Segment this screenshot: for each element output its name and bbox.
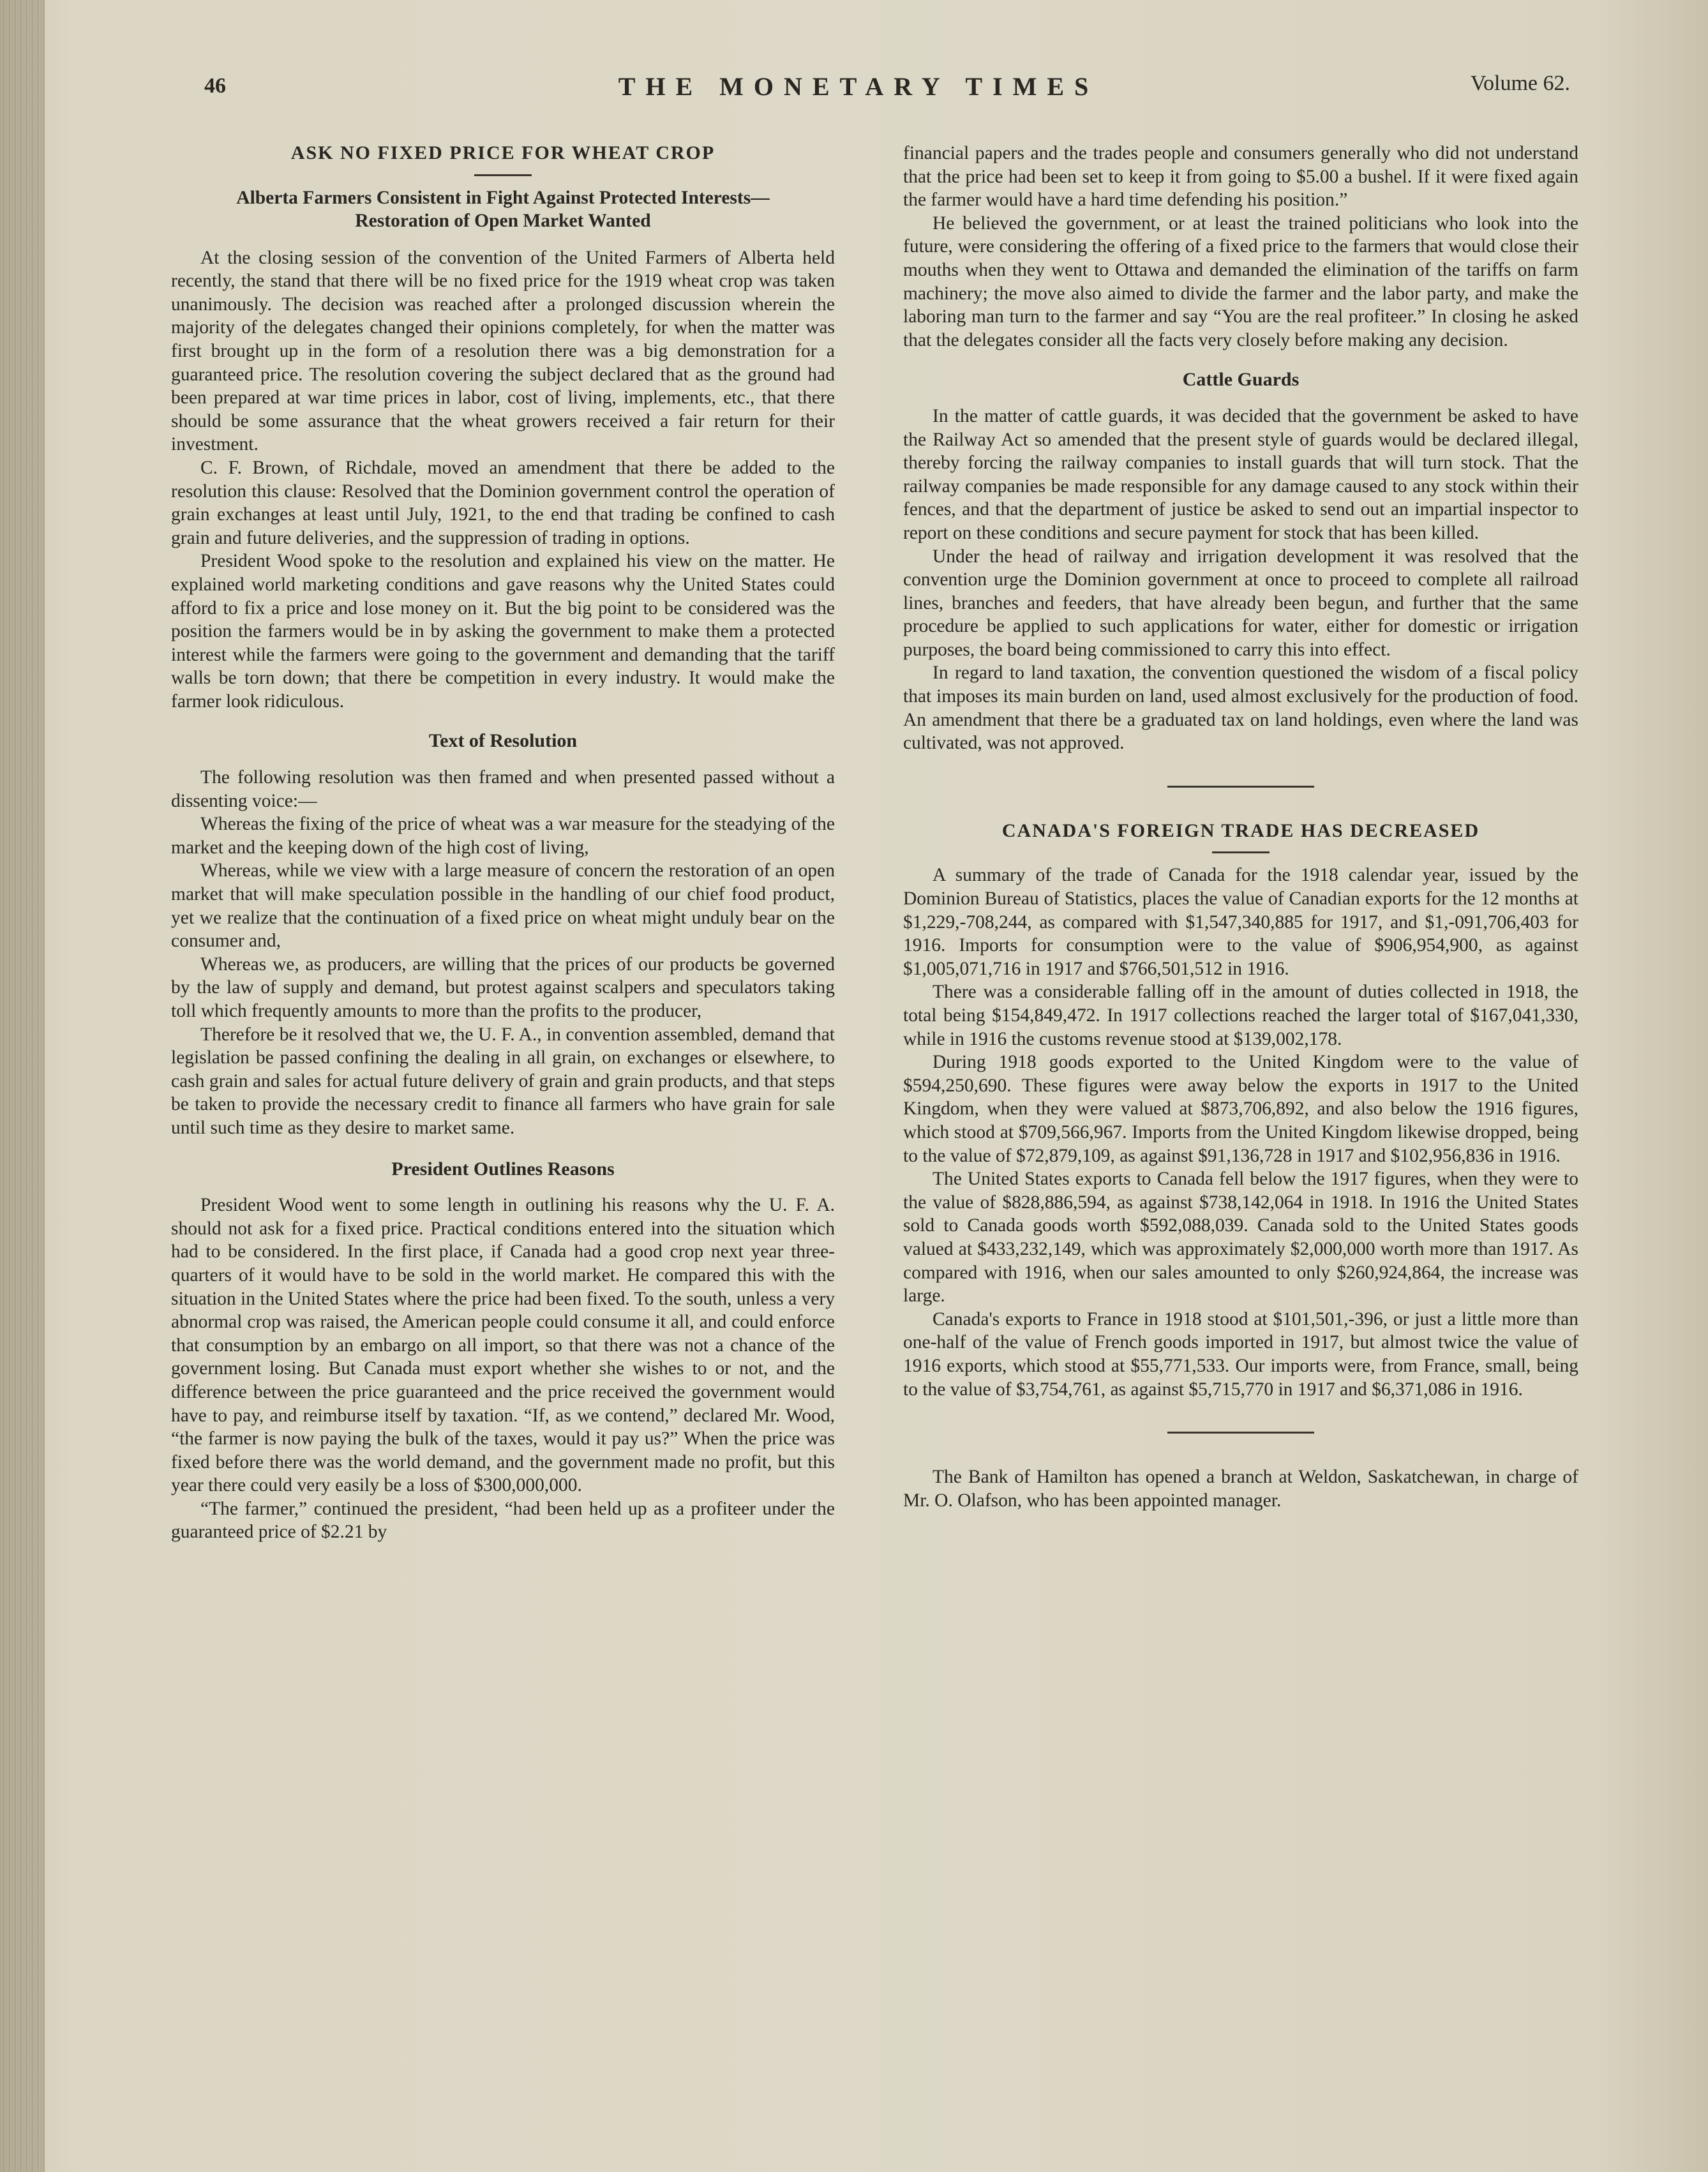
paragraph: In regard to land taxation, the convention questioned the wisdom of a fiscal policy that imposes its main burden on land, used almost exclusively for the production of food. An amendment that there be a graduated tax on land holdings, even where the land was cultivated, was not approved.: [903, 663, 1578, 754]
article-divider: [1167, 1432, 1314, 1434]
paragraph-bank-notice: The Bank of Hamilton has opened a branch at Weldon, Saskatchewan, in charge of Mr. O. Olafson, who has been appointed manager.: [903, 1467, 1578, 1511]
page-number: 46: [204, 74, 226, 98]
paragraph: During 1918 goods exported to the United Kingdom were to the value of $594,250,690. These figures were away below the exports in 1917 to the United Kingdom, when they were valued at $873,706,892, and also below the 1916 figures, which stood at $709,566,967. Imports from the United Kingdom likewise dropped, being to the value of $72,879,109, as against $91,136,728 in 1917 and $102,956,836 in 1916.: [903, 1052, 1578, 1166]
book-binding-gutter: [0, 0, 45, 2172]
paragraph: The following resolution was then framed and when presented passed without a dissenting voice:—: [171, 767, 835, 811]
paragraph: Therefore be it resolved that we, the U. F. A., in convention assembled, demand that legislation be passed confining the dealing in all grain, on exchanges or elsewhere, to cash grain and sales for actual future delivery of grain and grain products, and that steps be taken to provide the necessary credit to finance all farmers who have grain for sale until such time as they desire to market same.: [171, 1024, 835, 1138]
paragraph: C. F. Brown, of Richdale, moved an amendment that there be added to the resolution this clause: Resolved that the Dominion government control the operation of grain exchanges at least until July, 1921, to the end that trading be confined to cash grain and future deliveries, and the suppression of trading in options.: [171, 457, 835, 548]
paragraph: President Wood spoke to the resolution and explained his view on the matter. He explained world marketing conditions and gave reasons why the United States could afford to fix a price and lose money on it. But the big point to be considered was the position the farmers would be in by asking the government to make them a protected interest while the farmers were going to the government and demanding that the tariff walls be torn down; that there be competition in every industry. It would make the farmer look ridiculous.: [171, 551, 835, 712]
paragraph: There was a considerable falling off in the amount of duties collected in 1918, the total being $154,849,472. In 1917 collections reached the larger total of $167,041,330, while in 1916 the customs revenue stood at $139,002,178.: [903, 982, 1578, 1049]
section-heading-cattle-guards: Cattle Guards: [1182, 369, 1300, 391]
paragraph: Under the head of railway and irrigation development it was resolved that the convention urge the Dominion government at once to proceed to complete all railroad lines, branches and feeders, that have already been begun, and further that the same procedure be applied to such applications for water, either for domestic or irrigation purposes, the board being commissioned to carry this into effect.: [903, 546, 1578, 660]
paragraph: financial papers and the trades people and consumers generally who did not understand that the price had been set to keep it from going to $5.00 a bushel. If it were fixed again the farmer would have a hard time defending his position.”: [903, 143, 1578, 211]
paragraph: “The farmer,” continued the president, “had been held up as a profiteer under the guaranteed price of $2.21 by: [171, 1498, 835, 1543]
publication-title: THE MONETARY TIMES: [618, 72, 1099, 101]
left-column: [171, 142, 835, 1544]
paragraph: The United States exports to Canada fell below the 1917 figures, when they were to the value of $828,886,594, as against $738,142,064 in 1918. In 1916 the United States sold to Canada goods worth $592,088,039. Canada sold to the United States goods valued at $433,232,149, which was approximately $2,000,000 worth more than 1917. As compared with 1916, when our sales amounted to only $260,924,864, the increase was large.: [903, 1169, 1578, 1307]
paragraph: Whereas we, as producers, are willing that the prices of our products be governed by the law of supply and demand, but protest against scalpers and speculators taking toll which frequently amounts to more than the profits to the producer,: [171, 954, 835, 1021]
paragraph: Canada's exports to France in 1918 stood at $101,501,-396, or just a little more than one-half of the value of French goods imported in 1917, but almost twice the value of 1916 exports, which stood at $55,771,533. Our imports were, from France, small, being to the value of $3,754,761, as against $5,715,770 in 1917 and $6,371,086 in 1916.: [903, 1308, 1578, 1400]
title-rule: [1212, 851, 1270, 853]
paragraph: In the matter of cattle guards, it was decided that the government be asked to have the Railway Act so amended that the present style of guards would be declared illegal, thereby forcing the railway companies to install guards that will turn stock. That the railway companies be made responsible for any damage caused to any stock within their fences, and that the department of justice be asked to send out an impartial inspector to report on these conditions and secure payment for stock that has been killed.: [903, 405, 1578, 543]
volume-label: Volume 62.: [1470, 71, 1570, 95]
paragraph: A summary of the trade of Canada for the 1918 calendar year, issued by the Dominion Bureau of Statistics, places the value of Canadian exports for the 12 months at $1,229,-708,244, as compared with $1,547,340,885 for 1917, and $1,-091,706,403 for 1916. Imports for consumption were to the value of $906,954,900, as against $1,005,071,716 in 1917 and $766,501,512 in 1916.: [903, 865, 1578, 979]
paragraph: He believed the government, or at least the trained politicians who look into the future, were considering the offering of a fixed price to the farmers that would close their mouths when they went to Ottawa and demanded the elimination of the tariffs on farm machinery; the move also aimed to divide the farmer and the labor party, and make the laboring man turn to the farmer and say “You are the real profiteer.” In closing he asked that the delegates consider all the facts very closely before making any decision.: [903, 213, 1578, 350]
paragraph: Whereas, while we view with a large measure of concern the restoration of an open market that will make speculation possible in the handling of our chief food product, yet we realize that the continuation of a fixed price on wheat might unduly bear on the consumer and,: [171, 860, 835, 952]
section-heading-reasons: President Outlines Reasons: [391, 1158, 615, 1180]
title-rule: [474, 174, 532, 176]
article-title-trade: CANADA'S FOREIGN TRADE HAS DECREASED: [1001, 820, 1480, 841]
paragraph: Whereas the fixing of the price of wheat was a war measure for the steadying of the market and the keeping down of the high cost of living,: [171, 814, 835, 858]
article-title: ASK NO FIXED PRICE FOR WHEAT CROP: [290, 142, 715, 163]
right-column: [903, 142, 1578, 1512]
article-subtitle: Alberta Farmers Consistent in Fight Against Protected Interests—Restoration of Open Market Wanted: [236, 187, 770, 231]
article-divider: [1167, 786, 1314, 788]
running-header: [147, 69, 1570, 107]
section-heading-resolution: Text of Resolution: [428, 730, 578, 752]
paragraph: President Wood went to some length in outlining his reasons why the U. F. A. should not ask for a fixed price. Practical conditions entered into the situation which had to be considered. In the first place, if Canada had a good crop next year three-quarters of it would have to be sold in the world market. He compared this with the situation in the United States where the price had been fixed. To the south, unless a very abnormal crop was raised, the American people could consume it all, and could enforce that consumption by an embargo on all import, so that there was not a chance of the government losing. But Canada must export whether she wishes to or not, and the difference between the price guaranteed and the price received the government would have to pay, and reimburse itself by taxation. “If, as we contend,” declared Mr. Wood, “the farmer is now paying the bulk of the taxes, would it pay us?” When the price was fixed before there was the world demand, and the government made no profit, but this year there could very easily be a loss of $300,000,000.: [171, 1195, 835, 1496]
paragraph: At the closing session of the convention of the United Farmers of Alberta held recently, the stand that there will be no fixed price for the 1919 wheat crop was taken unanimously. The decision was reached after a prolonged discussion wherein the majority of the delegates changed their opinions completely, for when the matter was first brought up in the form of a resolution there was a big demonstration for a guaranteed price. The resolution covering the subject declared that as the ground had been prepared at war time prices in labor, cost of living, implements, etc., that there should be some assurance that the wheat growers received a fair return for their investment.: [171, 247, 835, 455]
